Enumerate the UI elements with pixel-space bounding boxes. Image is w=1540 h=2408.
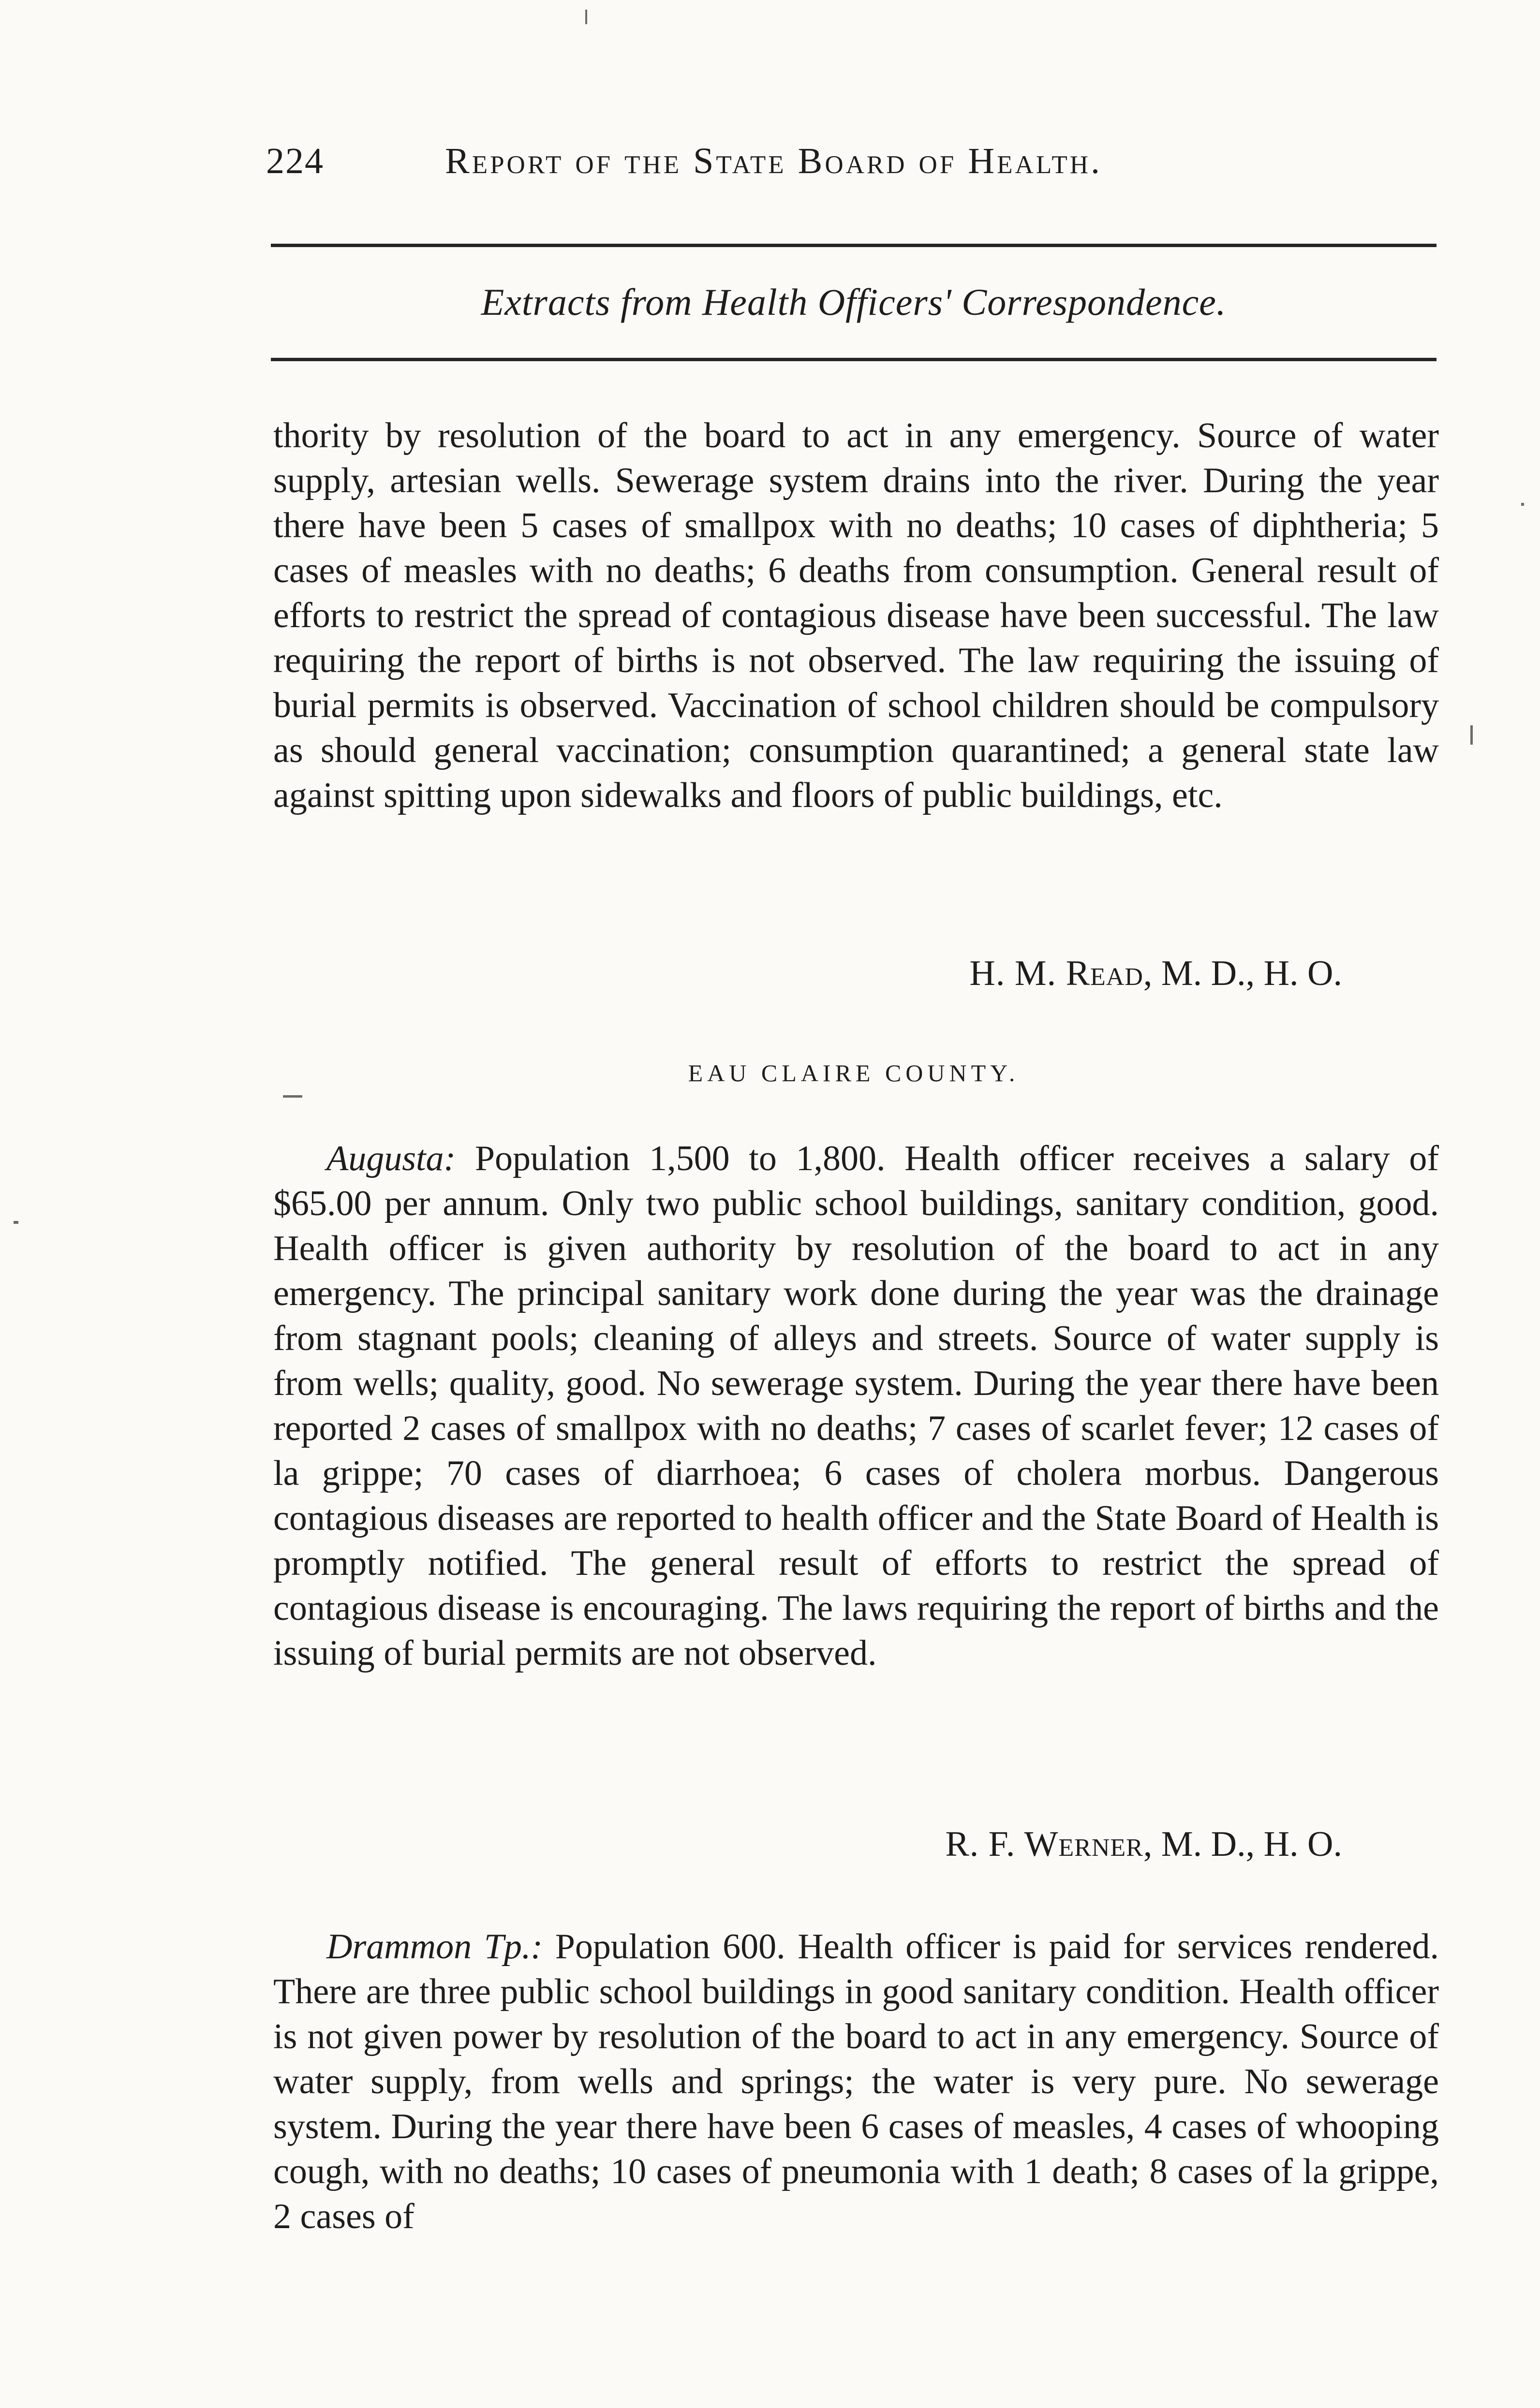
entry-text: Population 1,500 to 1,800. Health officer receives a salary of $65.00 per annum. Only two public school buildings, sanitary condition, good. Health officer is given authority by resolution of the board to act in any emergency. The principal sanitary work done during the year was the drainage from stagnant pools; cleaning of alleys and streets. Source of water supply is from wells; quality, good. No sewerage system. During the year there have been reported 2 cases of smallpox with no deaths; 7 cases of scarlet fever; 12 cases of la grippe; 70 cases of diarrhoea; 6 cases of cholera morbus. Dangerous contagious diseases are reported to health officer and the State Board of Health is promptly notified. The general result of efforts to restrict the spread of contagious disease is encouraging. The laws requiring the report of births and the issuing of burial permits are not observed. — [273, 1139, 1439, 1673]
county-heading: EAU CLAIRE COUNTY. — [688, 1059, 1020, 1087]
page-header — [266, 140, 1436, 198]
signature-name: H. M. Read — [969, 954, 1143, 993]
margin-mark — [283, 1095, 302, 1098]
entry-paragraph — [273, 1924, 1439, 2239]
continuation-signature — [969, 951, 1342, 996]
margin-mark — [1521, 503, 1524, 506]
margin-mark — [585, 10, 587, 24]
entry-place: Drammon Tp.: — [326, 1927, 543, 1967]
margin-mark — [1470, 725, 1473, 745]
signature-name: R. F. Werner — [945, 1824, 1143, 1864]
running-title: Report of the State Board of Health. — [445, 141, 1102, 181]
header-rule-top — [271, 244, 1436, 247]
entry-text: Population 600. Health officer is paid for services rendered. There are three public school buildings in good sanitary condition. Health officer is not given power by resolution of the board to act in any emergency. Source of water supply, from wells and springs; the water is very pure. No sewerage system. During the year there have been 6 cases of measles, 4 cases of whooping cough, with no deaths; 10 cases of pneumonia with 1 death; 8 cases of la grippe, 2 cases of — [273, 1927, 1439, 2236]
entry-augusta — [273, 1136, 1439, 1891]
signature-suffix: , M. D., H. O. — [1143, 954, 1342, 993]
signature-suffix: , M. D., H. O. — [1143, 1824, 1342, 1864]
entry-signature — [945, 1822, 1342, 1867]
entry-paragraph — [273, 1136, 1439, 1676]
continuation-block — [273, 413, 1439, 1037]
margin-mark — [14, 1221, 18, 1224]
entry-place: Augusta: — [326, 1139, 456, 1178]
continuation-paragraph: thority by resolution of the board to act in any emergency. Source of water supply, artesian wells. Sewerage system drains into the river. During the year there have been 5 cases of smallpox with no deaths; 10 cases of diphtheria; 5 cases of measles with no deaths; 6 deaths from consumption. General result of efforts to restrict the spread of contagious disease have been successful. The law requiring the report of births is not observed. The law requiring the issuing of burial permits is observed. Vaccination of school children should be compulsory as should general vaccination; consumption quarantined; a general state law against spitting upon sidewalks and floors of public buildings, etc. — [273, 416, 1439, 815]
page-number: 224 — [266, 141, 324, 181]
entry-drammon — [273, 1924, 1439, 2321]
header-rule-bottom — [271, 358, 1436, 361]
section-subtitle: Extracts from Health Officers' Correspondence. — [481, 281, 1227, 323]
